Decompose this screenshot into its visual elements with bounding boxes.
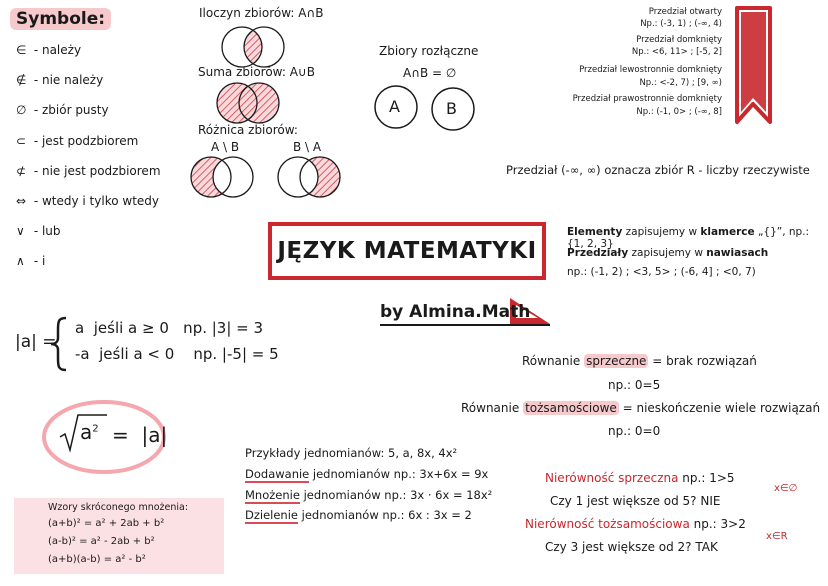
abs-case-negative: -a jeśli a < 0 np. |-5| = 5: [75, 345, 279, 363]
formulas-box: [14, 498, 224, 574]
inequality-identity-set: x∈R: [766, 531, 788, 542]
sqrt-base: $a^2$: [80, 420, 99, 444]
union-label: Suma zbiorów: A∪B: [198, 65, 315, 79]
symbol-row: ∅ - zbiór pusty: [16, 103, 109, 117]
difference-label: Różnica zbiorów:: [198, 123, 298, 137]
union-diagram: [217, 83, 279, 123]
abs-case-positive: a jeśli a ≥ 0 np. |3| = 3: [75, 319, 264, 337]
formula-square-sum: (a+b)² = a² + 2ab + b²: [48, 518, 165, 529]
interval-open-label: Przedział otwarty: [648, 7, 722, 17]
disjoint-label-a: A: [389, 97, 400, 116]
formula-square-diff: (a-b)² = a² - 2ab + b²: [48, 536, 155, 547]
symbol-row: ∉ - nie należy: [16, 73, 104, 87]
intervals-note: Przedziały zapisujemy w nawiasach: [567, 247, 769, 259]
difference-b-a-diagram: [278, 157, 340, 197]
monomial-examples: Przykłady jednomianów: 5, a, 8x, 4x²: [245, 446, 458, 460]
symbol-row: ∈ - należy: [16, 43, 82, 57]
disjoint-title: Zbiory rozłączne: [379, 44, 479, 58]
monomial-multiplication: Mnożenie jednomianów np.: 3x · 6x = 18x²: [245, 488, 493, 502]
sqrt-rhs: = |a|: [112, 423, 168, 447]
equation-contradictory-example: np.: 0=5: [608, 378, 661, 392]
abs-lhs: |a| =: [15, 332, 57, 352]
symbol-row: ⇔ - wtedy i tylko wtedy: [16, 194, 159, 208]
difference-b-a-label: B \ A: [293, 140, 322, 154]
inequality-contradictory: Nierówność sprzeczna np.: 1>5: [545, 471, 735, 485]
interval-right-closed-label: Przedział prawostronnie domknięty: [572, 94, 722, 104]
intervals-example: np.: (-1, 2) ; <3, 5> ; (-6, 4] ; <0, 7): [567, 266, 756, 278]
equation-contradictory: Równanie sprzeczne = brak rozwiązań: [522, 354, 757, 368]
reals-note: Przedział (-∞, ∞) oznacza zbiór R - liczby rzeczywiste: [506, 163, 810, 177]
monomial-division: Dzielenie jednomianów np.: 6x : 3x = 2: [245, 508, 472, 522]
elements-note: Elementy zapisujemy w klamerce „{}”, np.: {1, 2, 3}: [567, 226, 810, 250]
inequality-identity: Nierówność tożsamościowa np.: 3>2: [525, 517, 746, 531]
symbol-row: ∨ - lub: [16, 224, 61, 238]
formula-diff-squares: (a+b)(a-b) = a² - b²: [48, 554, 146, 565]
interval-open-example: Np.: (-3, 1) ; (-∞, 4): [640, 19, 722, 29]
monomial-addition: Dodawanie jednomianów np.: 3x+6x = 9x: [245, 467, 489, 481]
symbol-row: ⊂ - jest podzbiorem: [16, 134, 139, 148]
symbol-row: ∧ - i: [16, 254, 46, 268]
difference-a-b-label: A \ B: [211, 140, 240, 154]
formulas-title: Wzory skróconego mnożenia:: [48, 502, 189, 513]
intersection-label: Iloczyn zbiorów: A∩B: [199, 6, 324, 20]
interval-left-closed-label: Przedział lewostronnie domknięty: [579, 65, 722, 75]
interval-closed-label: Przedział domknięty: [636, 35, 722, 45]
difference-a-b-diagram: [191, 157, 253, 197]
disjoint-label-b: B: [446, 99, 457, 118]
symbol-row: ⊄ - nie jest podzbiorem: [16, 164, 161, 178]
byline: by Almina.Math: [380, 302, 531, 322]
main-title: JĘZYK MATEMATYKI: [268, 222, 546, 280]
interval-left-closed-example: Np.: <-2, 7) ; [9, ∞): [639, 78, 722, 88]
intersection-diagram: [222, 27, 284, 67]
byline-underline: [380, 324, 550, 326]
interval-closed-example: Np.: <6, 11> ; [-5, 2]: [631, 47, 722, 57]
inequality-contradictory-question: Czy 1 jest większe od 5? NIE: [550, 494, 721, 508]
interval-right-closed-example: Np.: (-1, 0> ; (-∞, 8]: [636, 107, 722, 117]
disjoint-formula: A∩B = ∅: [403, 66, 457, 80]
inequality-identity-question: Czy 3 jest większe od 2? TAK: [545, 540, 718, 554]
equation-identity-example: np.: 0=0: [608, 424, 661, 438]
inequality-contradictory-set: x∈∅: [774, 483, 798, 494]
symbols-title: Symbole:: [10, 8, 111, 30]
equation-identity: Równanie tożsamościowe = nieskończenie wiele rozwiązań: [461, 401, 821, 415]
